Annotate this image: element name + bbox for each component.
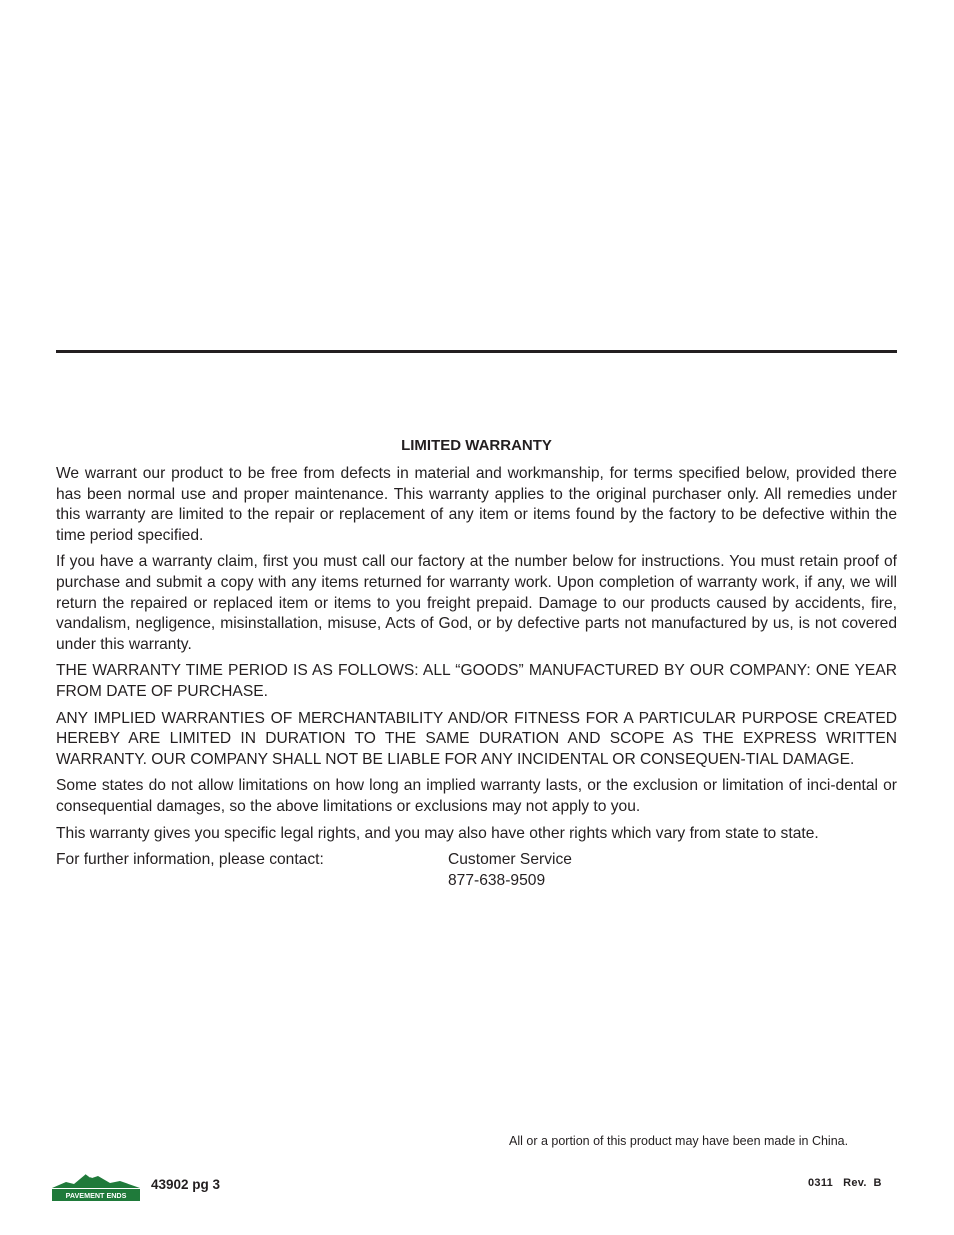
pavement-ends-logo — [52, 1170, 140, 1201]
warranty-heading: LIMITED WARRANTY — [401, 437, 552, 454]
contact-label: For further information, please contact: — [56, 851, 324, 869]
warranty-paragraph-2: If you have a warranty claim, first you must call our factory at the number below for instructions. You must retain proof of purchase and submit a copy with any items returned for warranty work. Upon completion of warranty work, if any, we will return the repaired or replaced item or items to you freight prepaid. Damage to our products caused by accidents, fire, vandalism, negligence, misinstallation, misuse, Acts of God, or by defective parts not manufactured by us, is not covered under this warranty. — [56, 553, 897, 653]
contact-phone: 877-638-9509 — [448, 871, 546, 889]
warranty-paragraph-5: Some states do not allow limitations on how long an implied warranty lasts, or the exclusion or limitation of inci-dental or consequential damages, so the above limitations or exclusions may not apply to you. — [56, 777, 897, 815]
limited-warranty-section — [56, 434, 897, 891]
mountain-shape — [52, 1174, 140, 1188]
warranty-paragraph-6: This warranty gives you specific legal rights, and you may also have other rights which vary from state to state. — [56, 824, 819, 842]
horizontal-divider — [56, 350, 897, 353]
warranty-paragraph-4: ANY IMPLIED WARRANTIES OF MERCHANTABILITY AND/OR FITNESS FOR A PARTICULAR PURPOSE CREATED HEREBY ARE LIMITED IN DURATION TO THE SAME DURATION AND SCOPE AS THE EXPRESS WRITTEN WARRANTY. OUR COMPANY SHALL NOT BE LIABLE FOR ANY INCIDENTAL OR CONSEQUEN-TIAL DAMAGE. — [56, 709, 897, 768]
country-of-origin-note: All or a portion of this product may have been made in China. — [509, 1134, 849, 1148]
contact-name: Customer Service — [448, 851, 572, 869]
warranty-paragraph-3: THE WARRANTY TIME PERIOD IS AS FOLLOWS: ALL “GOODS” MANUFACTURED BY OUR COMPANY: ONE YEAR FROM DATE OF PURCHASE. — [56, 662, 897, 700]
contact-info — [448, 850, 572, 891]
contact-block — [56, 850, 897, 891]
logo-text: PAVEMENT ENDS — [65, 1191, 127, 1200]
revision-code: 0311 Rev. B — [808, 1177, 882, 1189]
warranty-paragraph-1: We warrant our product to be free from defects in material and workmanship, for terms specified below, provided there has been normal use and proper maintenance. This warranty applies to the original purchaser only. All remedies under this warranty are limited to the repair or replacement of any item or items found by the factory to be defective within the time period specified. — [56, 465, 897, 544]
page-number: 43902 pg 3 — [151, 1177, 221, 1192]
